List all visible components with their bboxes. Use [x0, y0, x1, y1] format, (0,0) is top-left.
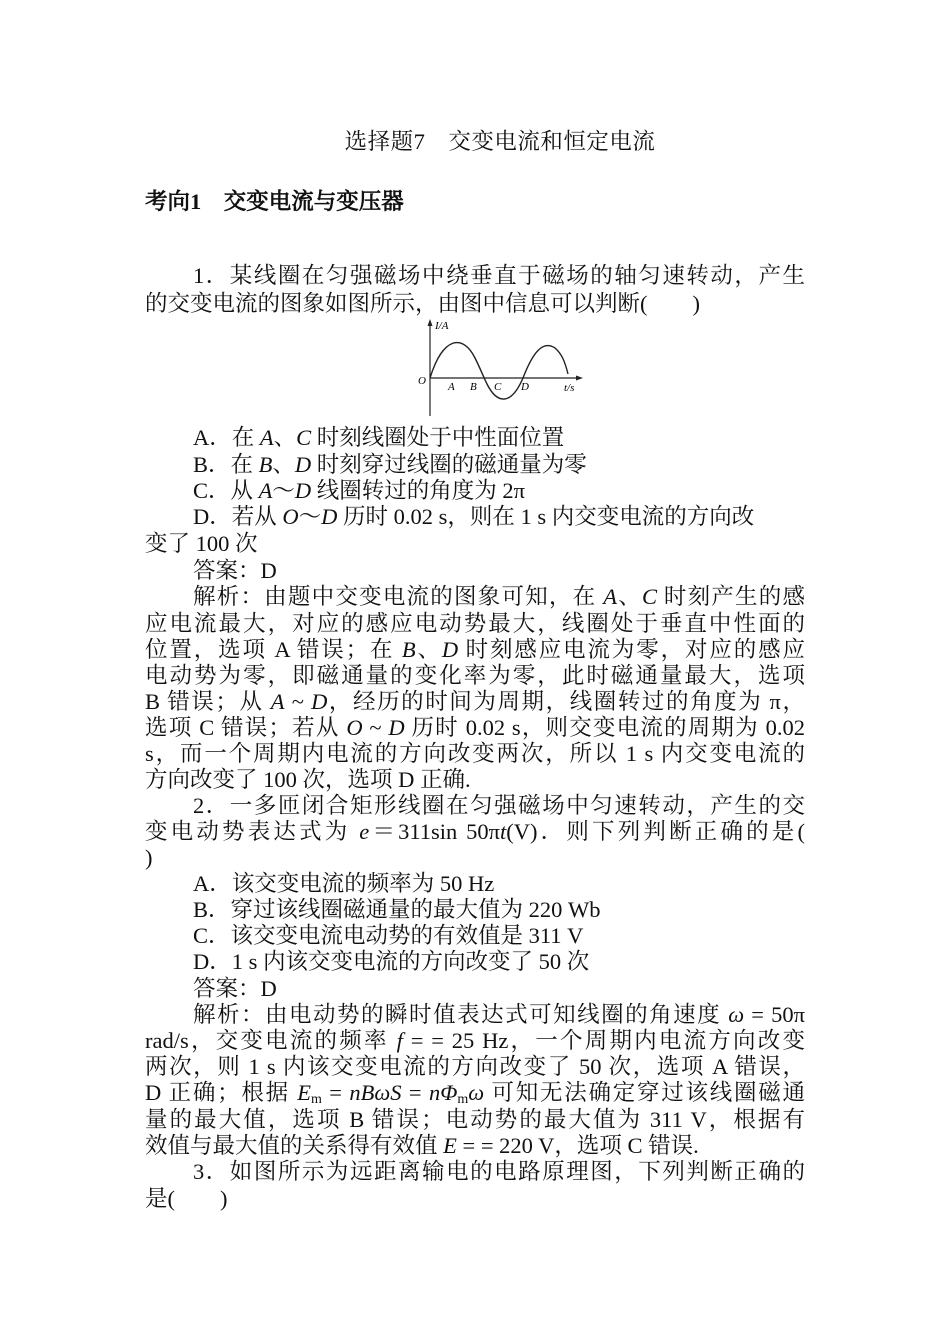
- q2-answer: 答案：D: [193, 976, 277, 1001]
- q1-option-a[interactable]: A．在 A、C 时刻线圈处于中性面位置: [193, 425, 565, 450]
- q1-explanation-8: 方向改变了 100 次，选项 D 正确.: [145, 767, 471, 792]
- q2-explanation-6: 效值与最大值的关系得有效值 E = = 220 V，选项 C 错误.: [145, 1133, 699, 1158]
- q3-stem-line1: 3．如图所示为远距离输电的电路原理图，下列判断正确的: [193, 1159, 805, 1184]
- q1-stem-line1: 1．某线圈在匀强磁场中绕垂直于磁场的轴匀速转动，产生: [193, 263, 805, 288]
- y-axis-arrow: [428, 319, 433, 326]
- q1-option-d-cont: 变了 100 次: [145, 531, 258, 556]
- q1-explanation-3: 位置，选项 A 错误；在 B、D 时刻感应电流为零，对应的感应: [145, 637, 805, 662]
- q2-stem-line1: 2．一多匝闭合矩形线圈在匀强磁场中匀速转动，产生的交: [193, 793, 805, 818]
- q2-option-a[interactable]: A．该交变电流的频率为 50 Hz: [193, 871, 495, 896]
- q1-explanation-6: 选项 C 错误；若从 O ~ D 历时 0.02 s，则交变电流的周期为 0.02: [145, 715, 805, 740]
- point-c-label: C: [494, 381, 502, 393]
- origin-label: O: [418, 375, 426, 387]
- q2-stem-line2: 变电动势表达式为 e＝311sin 50πt(V)．则下列判断正确的是(: [145, 819, 805, 844]
- page-title: 选择题7 交变电流和恒定电流: [344, 129, 656, 154]
- q1-stem-line2: 的交变电流的图象如图所示，由图中信息可以判断( ): [145, 291, 700, 316]
- q2-explanation-5: 量的最大值，选项 B 错误；电动势的最大值为 311 V，根据有: [145, 1107, 805, 1132]
- section-heading: 考向1 交变电流与变压器: [145, 189, 404, 214]
- q1-option-d[interactable]: D．若从 O～D 历时 0.02 s，则在 1 s 内交变电流的方向改: [193, 504, 755, 529]
- q2-explanation-4: D 正确；根据 $E_m = nB\omega S = n\Phi_m\omega$ 可知无法确定穿过该线圈磁通: [145, 1080, 805, 1107]
- q1-option-c[interactable]: C．从 A～D 线圈转过的角度为 2π: [193, 478, 526, 503]
- q1-option-b[interactable]: B．在 B、D 时刻穿过线圈的磁通量为零: [193, 452, 587, 477]
- q2-explanation-3: 两次，则 1 s 内该交变电流的方向改变了 50 次，选项 A 错误，: [145, 1054, 805, 1079]
- q1-explanation-4: 电动势为零，即磁通量的变化率为零，此时磁通量最大，选项: [145, 663, 805, 688]
- q1-answer: 答案：D: [193, 558, 277, 583]
- q1-explanation-5: B 错误；从 A ~ D，经历的时间为周期，线圈转过的角度为 π，: [145, 689, 805, 714]
- q2-option-b[interactable]: B．穿过该线圈磁通量的最大值为 220 Wb: [193, 897, 601, 922]
- point-d-label: D: [521, 381, 529, 393]
- q1-explanation-7: s，而一个周期内电流的方向改变两次，所以 1 s 内交变电流的: [145, 741, 805, 766]
- q2-stem-line3: ): [145, 845, 153, 870]
- x-axis-label: t/s: [564, 382, 575, 394]
- q2-option-d[interactable]: D．1 s 内该交变电流的方向改变了 50 次: [193, 949, 590, 974]
- point-a-label: A: [448, 381, 455, 393]
- q2-option-c[interactable]: C．该交变电流电动势的有效值是 311 V: [193, 923, 584, 948]
- y-axis-label: I/A: [435, 320, 449, 332]
- q2-explanation-2: rad/s，交变电流的频率 f = = 25 Hz，一个周期内电流方向改变: [145, 1028, 805, 1053]
- x-axis-arrow: [576, 376, 583, 381]
- q3-stem-line2: 是( ): [145, 1186, 228, 1211]
- q1-explanation-1: 解析：由题中交变电流的图象可知，在 A、C 时刻产生的感: [193, 584, 805, 609]
- point-b-label: B: [470, 381, 477, 393]
- q1-explanation-2: 应电流最大，对应的感应电动势最大，线圈处于垂直中性面的: [145, 611, 805, 636]
- ac-current-graph: [415, 318, 585, 418]
- q2-explanation-1: 解析：由电动势的瞬时值表达式可知线圈的角速度 ω = 50π: [193, 1002, 805, 1027]
